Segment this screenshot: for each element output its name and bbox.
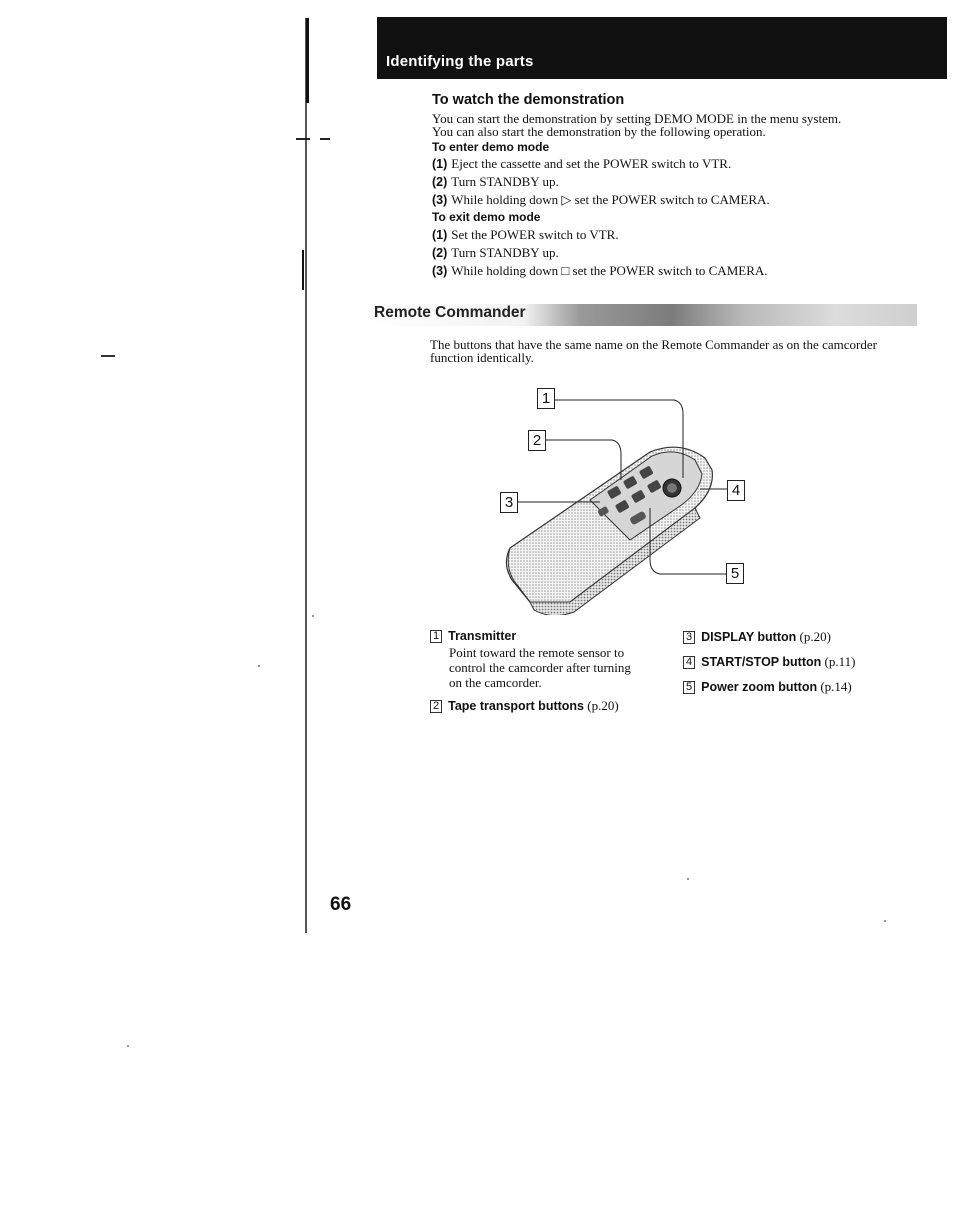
step-text: Set the POWER switch to VTR. (451, 227, 619, 242)
section-header-title: Identifying the parts (386, 53, 534, 70)
legend-number: 3 (683, 631, 695, 644)
remote-description-line-2: function identically. (430, 350, 534, 365)
legend-label: Transmitter (448, 629, 517, 643)
step-number: (1) (432, 157, 448, 171)
step-number: (2) (432, 175, 448, 189)
legend-1-desc-3: on the camcorder. (449, 675, 542, 690)
leader-line-5 (650, 508, 726, 574)
legend-label: Tape transport buttons (448, 699, 585, 713)
leader-line-2 (546, 440, 621, 480)
legend-item-3 (683, 629, 831, 645)
legend-item-1 (430, 628, 516, 644)
callout-1: 1 (537, 388, 555, 409)
callout-2: 2 (528, 430, 546, 451)
exit-demo-heading: To exit demo mode (432, 210, 541, 224)
legend-item-4 (683, 654, 855, 670)
step-text: While holding down □ set the POWER switch to CAMERA. (451, 263, 768, 278)
legend-page-ref: (p.14) (820, 679, 852, 694)
step-text: Turn STANDBY up. (451, 245, 559, 260)
legend-number: 5 (683, 681, 695, 694)
callout-4: 4 (727, 480, 745, 501)
legend-item-5 (683, 679, 852, 695)
step-text: While holding down ▷ set the POWER switch to CAMERA. (451, 192, 770, 207)
demo-heading: To watch the demonstration (432, 92, 625, 108)
enter-demo-heading: To enter demo mode (432, 140, 550, 154)
callout-3: 3 (500, 492, 518, 513)
legend-label: DISPLAY button (701, 630, 797, 644)
step-number: (3) (432, 193, 448, 207)
step-text: Eject the cassette and set the POWER switch to VTR. (451, 156, 732, 171)
legend-1-desc-2: control the camcorder after turning (449, 660, 631, 675)
remote-description-line-1: The buttons that have the same name on the Remote Commander as on the camcorder (430, 337, 877, 352)
legend-page-ref: (p.11) (824, 654, 856, 669)
leader-line-1 (555, 400, 683, 478)
legend-number: 2 (430, 700, 442, 713)
callout-5: 5 (726, 563, 744, 584)
legend-item-2 (430, 698, 619, 714)
step-number: (2) (432, 246, 448, 260)
step-number: (1) (432, 228, 448, 242)
legend-page-ref: (p.20) (799, 629, 831, 644)
step-text: Turn STANDBY up. (451, 174, 559, 189)
demo-intro-line-1: You can start the demonstration by setting DEMO MODE in the menu system. (432, 111, 842, 126)
step-number: (3) (432, 264, 448, 278)
legend-number: 4 (683, 656, 695, 669)
legend-number: 1 (430, 630, 442, 643)
legend-label: Power zoom button (701, 680, 818, 694)
legend-label: START/STOP button (701, 655, 822, 669)
page-number: 66 (330, 894, 352, 915)
legend-1-desc-1: Point toward the remote sensor to (449, 645, 625, 660)
remote-commander-title: Remote Commander (374, 304, 526, 321)
legend-page-ref: (p.20) (587, 698, 619, 713)
demo-intro-line-2: You can also start the demonstration by the following operation. (432, 124, 766, 139)
